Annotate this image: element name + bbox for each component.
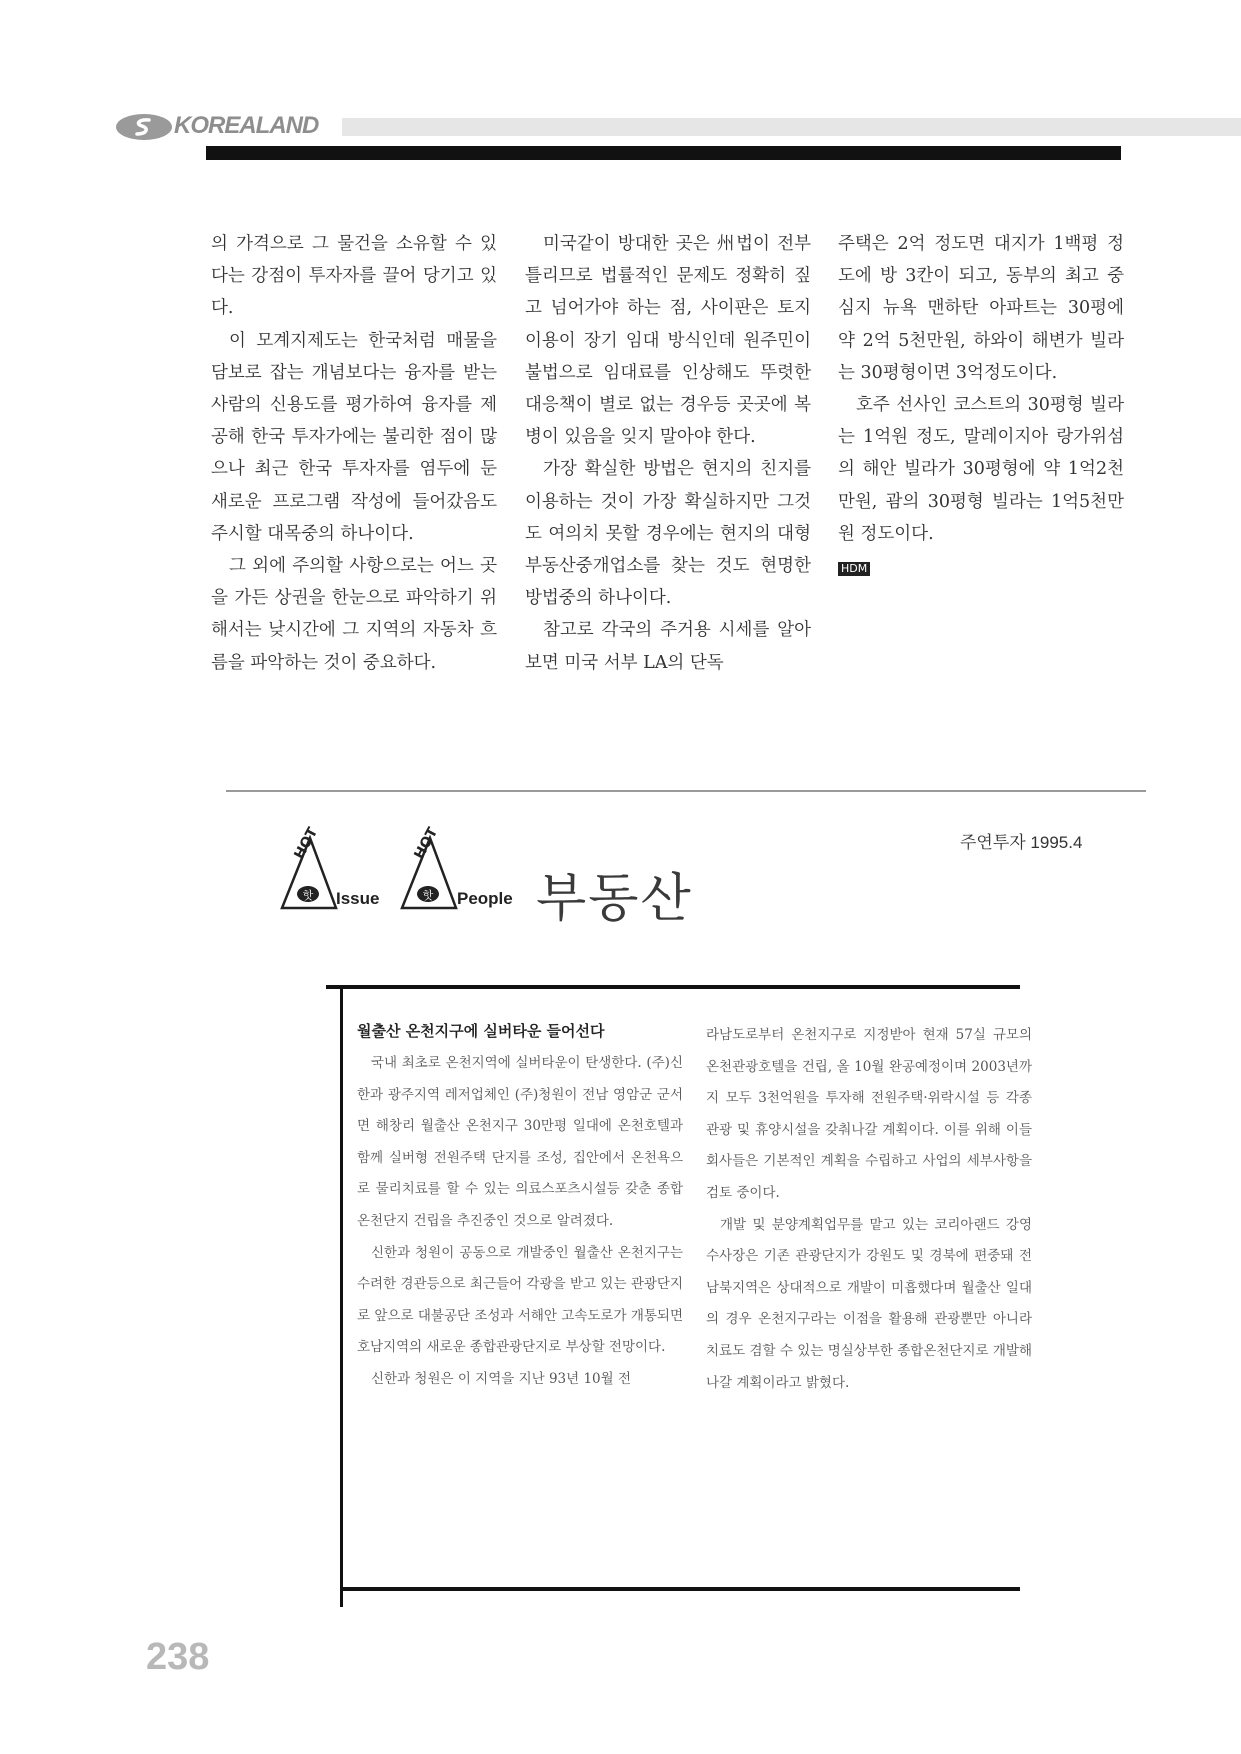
box-bottom-border — [340, 1587, 1020, 1591]
box-article-headline: 월출산 온천지구에 실버타운 들어선다 — [357, 1022, 605, 1040]
hot-triangle-issue-icon — [282, 825, 336, 908]
paragraph: 라남도로부터 온천지구로 지정받아 현재 57실 규모의 온천관광호텔을 건립, 올 10월 완공예정이며 2003년까지 모두 3천억원을 투자해 전원주택·위락시설 등 각종 관광 및 휴양시설을 갖춰나갈 계획이다. 이를 위해 이들 회사들은 기본적인 계획을 수립하고 사업의 세부사항을 검토 중이다. — [706, 1027, 1032, 1201]
paragraph: 의 가격으로 그 물건을 소유할 수 있다는 강점이 투자자를 끌어 당기고 있다. — [211, 234, 497, 319]
paragraph: 가장 확실한 방법은 현지의 친지를 이용하는 것이 가장 확실하지만 그것도 여의치 못할 경우에는 현지의 대형 부동산중개업소를 찾는 것도 현명한 방법중의 하나이다. — [525, 459, 811, 609]
box-left-border — [340, 985, 343, 1607]
article-end-mark: HDM — [838, 562, 870, 576]
source-citation: 주연투자 1995.4 — [960, 833, 1083, 852]
box-article-column-1 — [357, 1014, 683, 1396]
paragraph: 미국같이 방대한 곳은 州법이 전부 틀리므로 법률적인 문제도 정확히 짚고 넘어가야 하는 점, 사이판은 토지 이용이 장기 임대 방식인데 원주민이 불법으로 임대료를 인상해도 뚜렷한 대응책이 별로 없는 경우등 곳곳에 복병이 있음을 잊지 말아야 한다. — [525, 234, 811, 448]
logo-swoosh-icon — [129, 117, 159, 137]
people-label: People — [457, 889, 513, 908]
article-column-3 — [838, 228, 1124, 582]
issue-label: Issue — [336, 889, 380, 908]
hot-label-1: HOT — [291, 825, 322, 862]
box-article-column-2 — [706, 1020, 1032, 1399]
paragraph: 주택은 2억 정도면 대지가 1백평 정도에 방 3칸이 되고, 동부의 최고 중심지 뉴욕 맨하탄 아파트는 30평에 약 2억 5천만원, 하와이 해변가 빌라는 30평형이면 3억정도이다. — [838, 234, 1124, 383]
paragraph: 신한과 청원이 공동으로 개발중인 월출산 온천지구는 수려한 경관등으로 최근들어 각광을 받고 있는 관광단지로 앞으로 대불공단 조성과 서해안 고속도로가 개통되면 호남지역의 새로운 종합관광단지로 부상할 전망이다. — [357, 1244, 683, 1356]
hot-triangle-label-1: 핫 — [302, 889, 314, 902]
paragraph: 참고로 각국의 주거용 시세를 알아보면 미국 서부 LA의 단독 — [525, 620, 811, 673]
section-divider — [226, 790, 1146, 792]
box-top-border — [326, 985, 1020, 989]
paragraph: 그 외에 주의할 사항으로는 어느 곳을 가든 상권을 한눈으로 파악하기 위해서는 낮시간에 그 지역의 자동차 흐름을 파악하는 것이 중요하다. — [211, 556, 497, 673]
hot-label-2: HOT — [411, 825, 442, 862]
header-black-rule — [206, 146, 1121, 160]
hot-triangle-label-2: 핫 — [422, 889, 434, 902]
article-column-1 — [211, 228, 497, 679]
paragraph: 이 모계지제도는 한국처럼 매물을 담보로 잡는 개념보다는 융자를 받는 사람의 신용도를 평가하여 융자를 제공해 한국 투자가에는 불리한 점이 많으나 최근 한국 투자자를 염두에 둔 새로운 프로그램 작성에 들어갔음도 주시할 대목중의 하나이다. — [211, 330, 497, 544]
paragraph: 국내 최초로 온천지역에 실버타운이 탄생한다. (주)신한과 광주지역 레저업체인 (주)청원이 전남 영암군 군서면 해창리 월출산 온천지구 30만평 일대에 온천호텔과 함께 실버형 전원주택 단지를 조성, 집안에서 온천욕으로 물리치료를 할 수 있는 의료스포츠시설등 갖춘 종합온천단지 건립을 추진중인 것으로 알려졌다. — [357, 1055, 683, 1229]
article-column-2 — [525, 228, 811, 679]
korealand-logo-icon — [116, 114, 172, 140]
page-number: 238 — [146, 1636, 210, 1678]
box-article-column-1-body — [357, 1048, 683, 1396]
section-title: 부동산 — [536, 869, 693, 929]
paragraph: 개발 및 분양계획업무를 맡고 있는 코리아랜드 강영수사장은 기존 관광단지가 강원도 및 경북에 편중돼 전남북지역은 상대적으로 개발이 미흡했다며 월출산 일대의 경우 온천지구라는 이점을 활용해 관광뿐만 아니라 치료도 겸할 수 있는 명실상부한 종합온천단지로 개발해 나갈 계획이라고 밝혔다. — [706, 1216, 1032, 1391]
header-gray-bar — [342, 118, 1241, 136]
logo-text: KOREALAND — [174, 112, 319, 139]
paragraph: 신한과 청원은 이 지역을 지난 93년 10월 전 — [371, 1370, 632, 1387]
hot-triangle-people-icon — [402, 825, 456, 908]
paragraph: 호주 선사인 코스트의 30평형 빌라는 1억원 정도, 말레이지아 랑가위섬의 해안 빌라가 30평형에 약 1억2천만원, 괌의 30평형 빌라는 1억5천만원 정도이다. — [838, 395, 1124, 544]
